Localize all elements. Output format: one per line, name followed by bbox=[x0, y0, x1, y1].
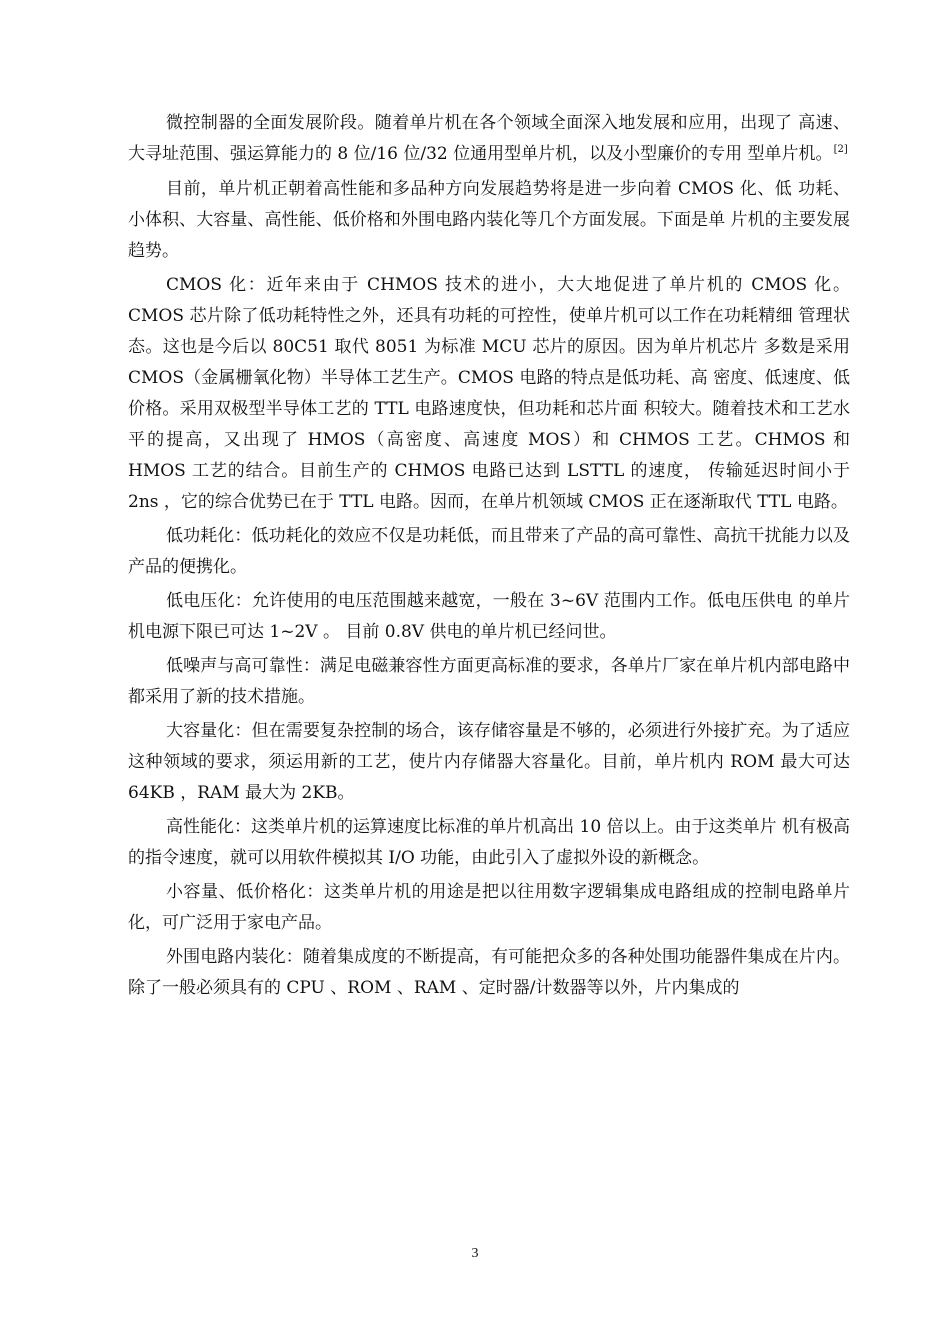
paragraph-1 bbox=[128, 108, 850, 170]
paragraph-2: 目前，单片机正朝着高性能和多品种方向发展趋势将是进一步向着 CMOS 化、低 功耗、小体积、大容量、高性能、低价格和外围电路内装化等几个方面发展。下面是单 片机的主要发展趋势。 bbox=[128, 179, 850, 261]
paragraph-low-noise: 低噪声与高可靠性：满足电磁兼容性方面更高标准的要求，各单片厂家在单片机内部电路中都采用了新的技术措施。 bbox=[128, 656, 850, 707]
body-text bbox=[128, 108, 850, 1007]
paragraph-cmos: CMOS 化：近年来由于 CHMOS 技术的进小，大大地促进了单片机的 CMOS 化。 CMOS 芯片除了低功耗特性之外，还具有功耗的可控性，使单片机可以工作在功耗精细 管理状态。这也是今后以 80C51 取代 8051 为标准 MCU 芯片的原因。因为单片机芯片 多数是采用 CMOS（金属栅氧化物）半导体工艺生产。CMOS 电路的特点是低功耗、高 密度、低速度、低价格。采用双极型半导体工艺的 TTL 电路速度快，但功耗和芯片面 积较大。随着技术和工艺水平的提高，又出现了 HMOS（高密度、高速度 MOS）和 CHMOS 工艺。CHMOS 和 HMOS 工艺的结合。目前生产的 CHMOS 电路已达到 LSTTL 的速度， 传输延迟时间小于 2ns ，它的综合优势已在于 TTL 电路。因而，在单片机领域 CMOS 正在逐渐取代 TTL 电路。 bbox=[128, 275, 850, 512]
citation-reference[interactable]: [2] bbox=[833, 144, 848, 156]
paragraph-1-text: 微控制器的全面发展阶段。随着单片机在各个领域全面深入地发展和应用，出现了 高速、大寻址范围、强运算能力的 8 位/16 位/32 位通用型单片机，以及小型廉价的专用 型单片机。 bbox=[128, 113, 850, 164]
paragraph-low-power: 低功耗化：低功耗化的效应不仅是功耗低，而且带来了产品的高可靠性、高抗干扰能力以及产品的便携化。 bbox=[128, 526, 850, 577]
paragraph-large-capacity: 大容量化：但在需要复杂控制的场合，该存储容量是不够的，必须进行外接扩充。为了适应这种领域的要求，须运用新的工艺，使片内存储器大容量化。目前，单片机内 ROM 最大可达 64KB ，RAM 最大为 2KB。 bbox=[128, 721, 850, 803]
paragraph-peripheral: 外围电路内装化：随着集成度的不断提高，有可能把众多的各种处围功能器件集成在片内。除了一般必须具有的 CPU 、ROM 、RAM 、定时器/计数器等以外，片内集成的 bbox=[128, 947, 850, 998]
paragraph-high-performance: 高性能化：这类单片机的运算速度比标准的单片机高出 10 倍以上。由于这类单片 机有极高的指令速度，就可以用软件模拟其 I/O 功能，由此引入了虚拟外设的新概念。 bbox=[128, 817, 850, 868]
paragraph-low-voltage: 低电压化：允许使用的电压范围越来越宽，一般在 3~6V 范围内工作。低电压供电 的单片机电源下限已可达 1~2V 。 目前 0.8V 供电的单片机已经问世。 bbox=[128, 591, 850, 642]
page-number: 3 bbox=[471, 1246, 479, 1261]
paragraph-small-capacity: 小容量、低价格化：这类单片机的用途是把以往用数字逻辑集成电路组成的控制电路单片化，可广泛用于家电产品。 bbox=[128, 882, 850, 933]
